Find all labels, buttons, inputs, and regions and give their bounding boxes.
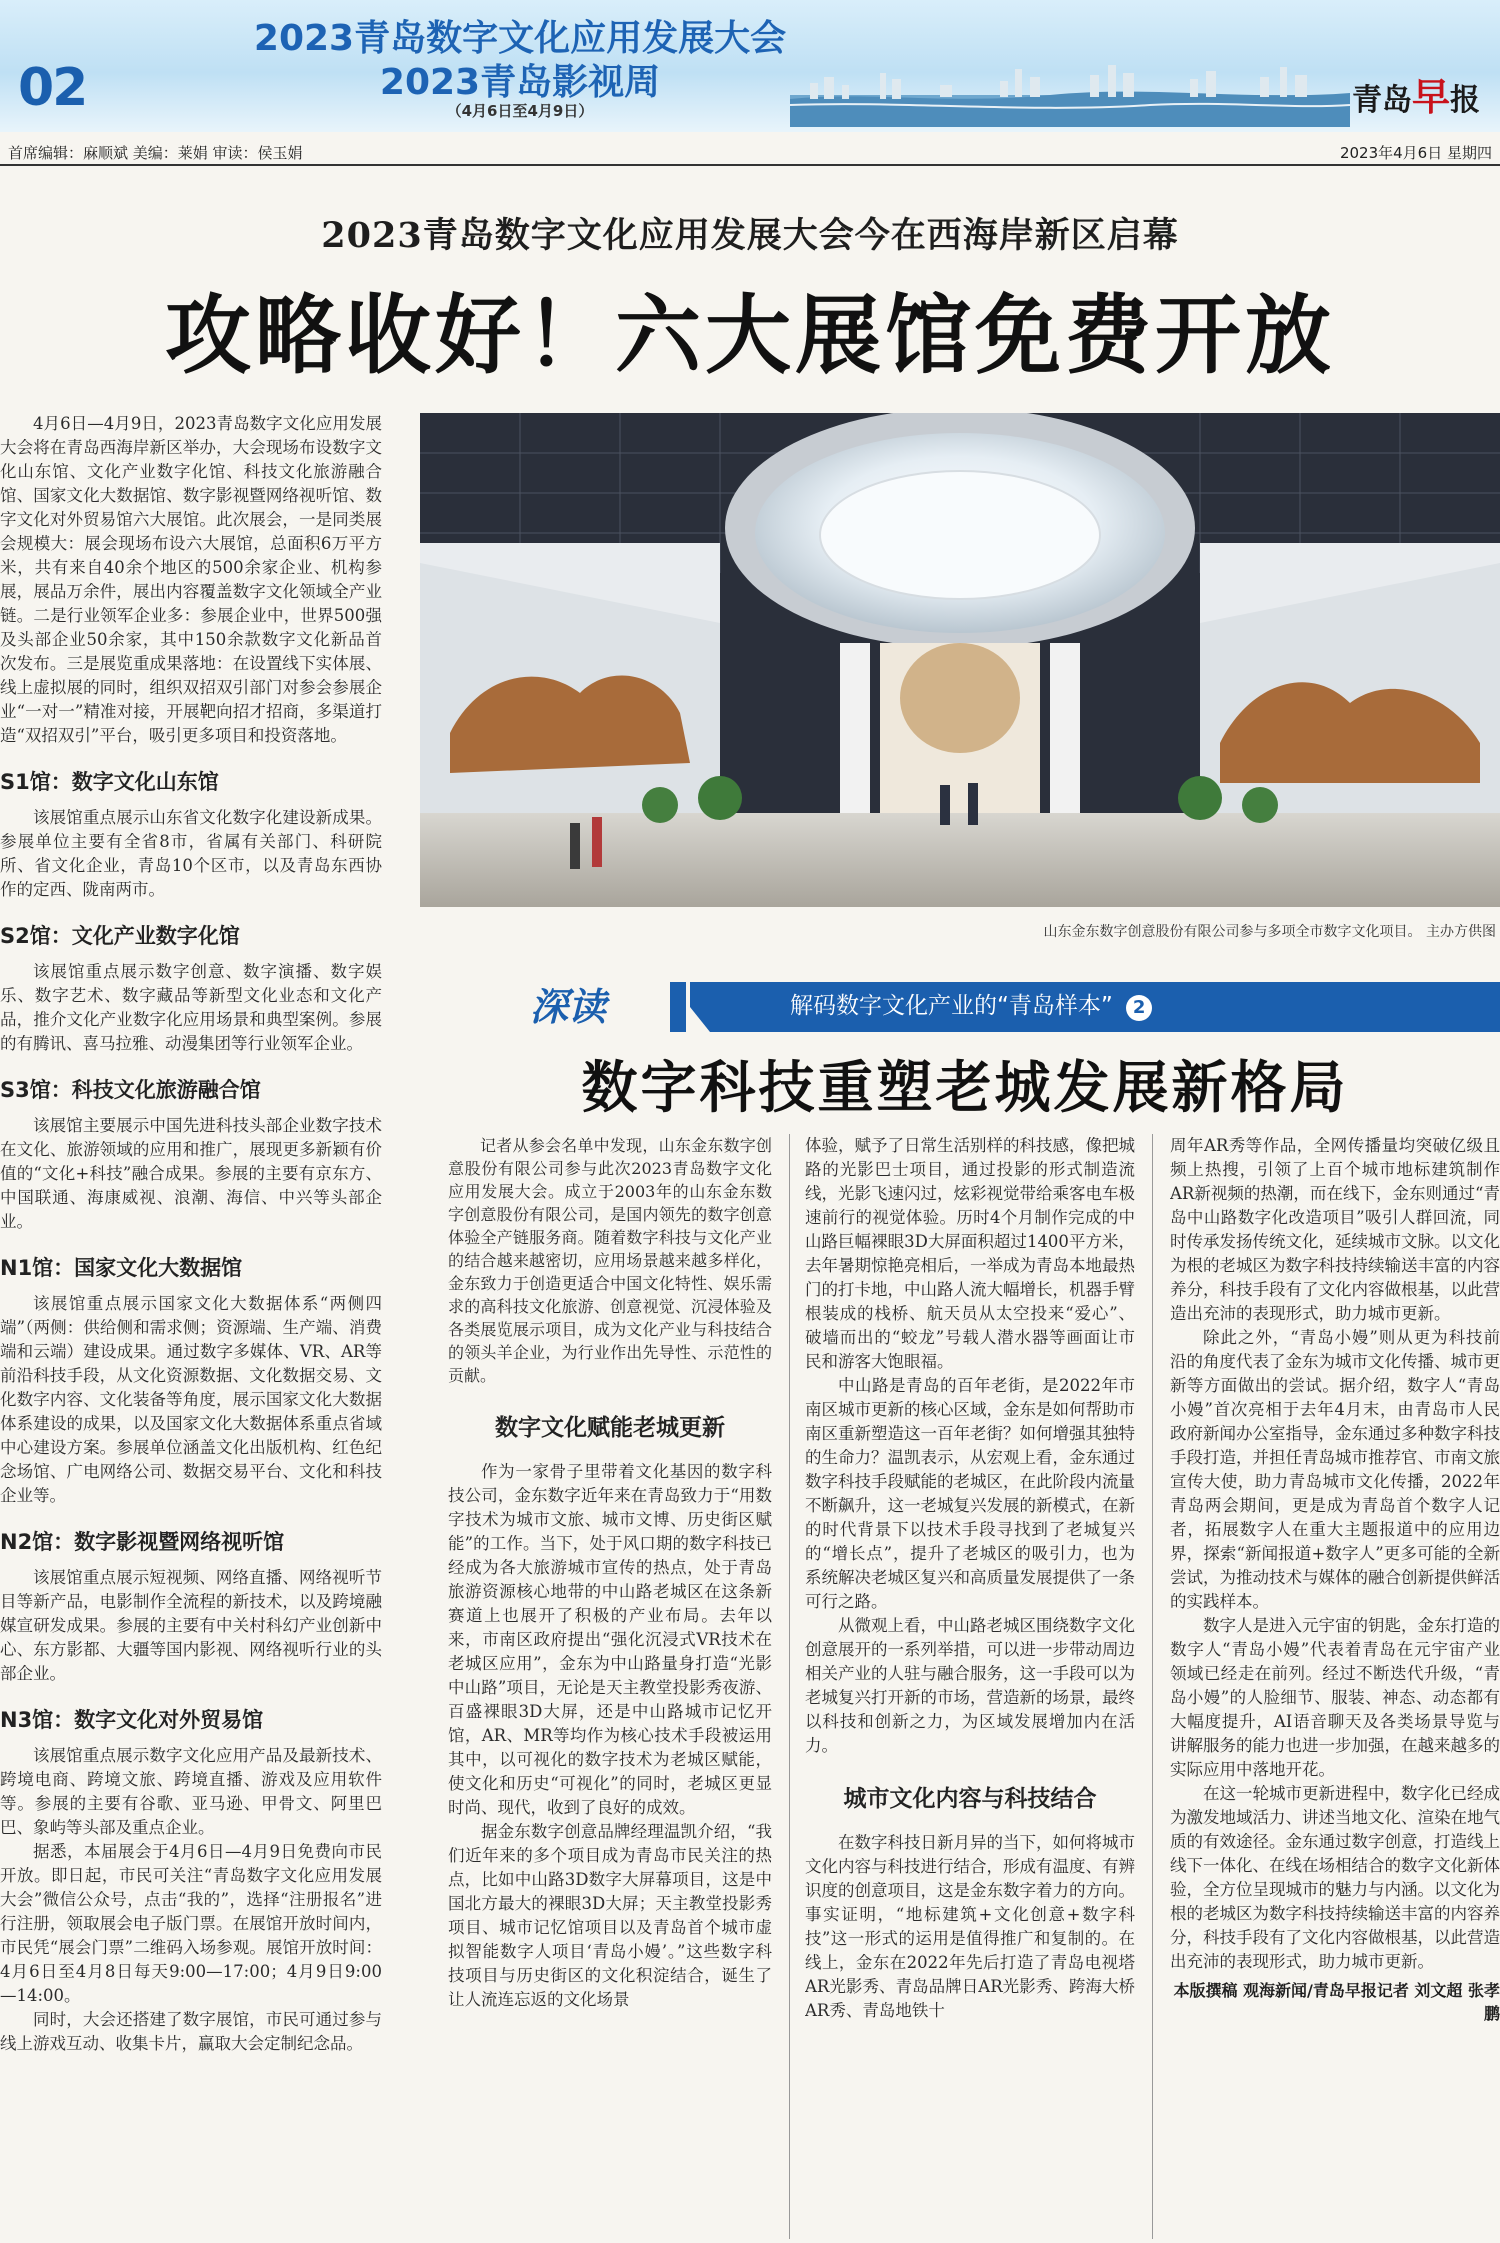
hall-title: N1馆：国家文化大数据馆 [0,1256,243,1280]
article-column-3 [1170,1134,1500,2239]
article-paragraph: 周年AR秀等作品，全网传播量均突破亿级且频上热搜，引领了上百个城市地标建筑制作AR新视频的热潮，而在线下，金东则通过“青岛中山路数字化改造项目”吸引人群回流，同时传承发扬传统文化，延续城市文脉。以文化为根的老城区为数字科技持续输送丰富的内容养分，科技手段有了文化内容做根基，以此营造出充沛的表现形式，助力城市更新。 [1170,1136,1500,1323]
hall-title: S3馆：科技文化旅游融合馆 [0,1078,261,1102]
hall-title: N3馆：数字文化对外贸易馆 [0,1708,264,1732]
page-number: 02 [18,58,87,118]
series-number-badge: 2 [1126,995,1152,1021]
hall-text: 该展馆重点展示数字文化应用产品及最新技术、跨境电商、跨境文旅、跨境直播、游戏及应用软件等。参展的主要有谷歌、亚马逊、甲骨文、阿里巴巴、象屿等头部及重点企业。 [0,1746,382,1837]
editors-line: 首席编辑：麻顺斌 美编：莱娟 审读：侯玉娟 [8,144,303,162]
article-paragraph: 数字人是进入元宇宙的钥匙，金东打造的数字人“青岛小嫚”代表着青岛在元宇宙产业领域已经走在前列。经过不断迭代升级，“青岛小嫚”的人脸细节、服装、神态、动态都有大幅度提升，AI语音聊天及各类场景导览与讲解服务的能力也进一步加强，在越来越多的实际应用中落地开花。 [1170,1616,1500,1779]
article-paragraph: 在数字科技日新月异的当下，如何将城市文化内容与科技进行结合，形成有温度、有辨识度的创意项目，这是金东数字着力的方向。事实证明，“地标建筑+文化创意+数字科技”这一形式的运用是值得推广和复制的。在线上，金东在2022年先后打造了青岛电视塔AR光影秀、青岛品牌日AR光影秀、跨海大桥AR秀、青岛地铁十 [805,1833,1135,2020]
intro-paragraph: 4月6日—4月9日，2023青岛数字文化应用发展大会将在青岛西海岸新区举办，大会现场布设数字文化山东馆、文化产业数字化馆、科技文化旅游融合馆、国家文化大数据馆、数字影视暨网络视听馆、数字文化对外贸易馆六大展馆。此次展会，一是同类展会规模大：展会现场布设六大展馆，总面积6万平方米，共有来自40余个地区的500余家企业、机构参展，展品万余件，展出内容覆盖数字文化领域全产业链。二是行业领军企业多：参展企业中，世界500强及头部企业50余家，其中150余款数字文化新品首次发布。三是展览重成果落地：在设置线下实体展、线上虚拟展的同时，组织双招双引部门对参会参展企业“一对一”精准对接，开展靶向招才招商，多渠道打造“双招双引”平台，吸引更多项目和投资落地。 [0,414,382,745]
byline: 本版撰稿 观海新闻/青岛早报记者 刘文超 张孝鹏 [1173,1981,1500,2023]
closing-paragraph: 据悉，本届展会于4月6日—4月9日免费向市民开放。即日起，市民可关注“青岛数字文化应用发展大会”微信公众号，点击“我的”，选择“注册报名”进行注册，领取展会电子版门票。在展馆开放时间内，市民凭“展会门票”二维码入场参观。展馆开放时间：4月6日至4月8日每天9:00—17:00；4月9日9:00—14:00。 [0,1842,382,2005]
banner-dates: （4月6日至4月9日） [446,102,594,120]
article-paragraph: 在这一轮城市更新进程中，数字化已经成为激发地域活力、讲述当地文化、渲染在地气质的有效途径。金东通过数字创意，打造线上线下一体化、在线在场相结合的数字文化新体验，全方位呈现城市的魅力与内涵。以文化为根的老城区为数字科技持续输送丰富的内容养分，科技手段有了文化内容做根基，以此营造出充沛的表现形式，助力城市更新。 [1170,1784,1500,1971]
article-paragraph: 据金东数字创意品牌经理温凯介绍，“我们近年来的多个项目成为青岛市民关注的热点，比如中山路3D数字大屏幕项目，这是中国北方最大的裸眼3D大屏；天主教堂投影秀项目、城市记忆馆项目以及青岛首个城市虚拟智能数字人项目‘青岛小嫚’。”这些数字科技项目与历史街区的文化积淀结合，诞生了让人流连忘返的文化场景 [448,1822,772,2009]
article-subhead: 数字文化赋能老城更新 [495,1415,725,1441]
article-column-2 [805,1134,1135,2239]
photo-caption: 山东金东数字创意股份有限公司参与多项全市数字文化项目。 主办方供图 [1043,924,1496,940]
closing-paragraph: 同时，大会还搭建了数字展馆，市民可通过参与线上游戏互动、收集卡片，赢取大会定制纪念品。 [0,2010,382,2053]
column-divider [789,1134,790,2239]
logo-text-2: 早 [1412,75,1451,119]
hall-title: N2馆：数字影视暨网络视听馆 [0,1530,285,1554]
banner-line-2: 2023青岛影视周 [379,62,661,103]
newspaper-logo [1352,66,1480,121]
deep-read-series [790,987,1152,1021]
lead-paragraph: 记者从参会名单中发现，山东金东数字创意股份有限公司参与此次2023青岛数字文化应用发展大会。成立于2003年的山东金东数字创意股份有限公司，是国内领先的数字创意体验全产链服务商。随着数字科技与文化产业的结合越来越密切，应用场景越来越多样化，金东致力于创造更适合中国文化特性、娱乐需求的高科技文化旅游、创意视觉、沉浸体验及各类展览展示项目，成为文化产业与科技结合的领头羊企业，为行业作出先导性、示范性的贡献。 [448,1136,772,1385]
hall-text: 该展馆重点展示国家文化大数据体系“两侧四端”（两侧：供给侧和需求侧；资源端、生产端、消费端和云端）建设成果。通过数字多媒体、VR、AR等前沿科技手段，从文化资源数据、文化数据交易、文化数字内容、文化装备等角度，展示国家文化大数据体系建设的成果，以及国家文化大数据体系重点省域中心建设方案。参展单位涵盖文化出版机构、红色纪念场馆、广电网络公司、数据交易平台、文化和科技企业等。 [0,1294,382,1505]
article-paragraph: 作为一家骨子里带着文化基因的数字科技公司，金东数字近年来在青岛致力于“用数字技术为城市文旅、城市文博、历史街区赋能”的工作。当下，处于风口期的数字科技已经成为各大旅游城市宣传的热点，处于青岛旅游资源核心地带的中山路老城区在这条新赛道上也展开了积极的产业布局。去年以来，市南区政府提出“强化沉浸式VR技术在老城区应用”，金东为中山路量身打造“光影中山路”项目，无论是天主教堂投影秀夜游、百盛裸眼3D大屏，还是中山路城市记忆开馆，AR、MR等均作为核心技术手段被运用其中，以可视化的数字技术为老城区赋能，使文化和历史“可视化”的同时，老城区更显时尚、现代，收到了良好的成效。 [448,1462,772,1817]
hall-text: 该展馆重点展示数字创意、数字演播、数字娱乐、数字艺术、数字藏品等新型文化业态和文化产品，推介文化产业数字化应用场景和典型案例。参展的有腾讯、喜马拉雅、动漫集团等行业领军企业。 [0,962,382,1053]
publication-date: 2023年4月6日 星期四 [1339,144,1492,162]
hall-text: 该展馆重点展示短视频、网络直播、网络视听节目等新产品，电影制作全流程的新技术，以及跨境融媒宣研发成果。参展的主要有中关村科幻产业创新中心、东方影都、大疆等国内影视、网络视听行业的头部企业。 [0,1568,382,1683]
halls-article [0,412,382,2242]
series-title: 解码数字文化产业的“青岛样本” [790,993,1113,1019]
exhibition-hall-photo [420,413,1500,907]
article-headline: 数字科技重塑老城发展新格局 [581,1055,1349,1121]
article-paragraph: 从微观上看，中山路老城区围绕数字文化创意展开的一系列举措，可以进一步带动周边相关产业的人驻与融合服务，这一手段可以为老城复兴打开新的市场，营造新的场景，最终以科技和创新之力，为区域发展增加内在活力。 [805,1616,1135,1755]
hall-title: S2馆：文化产业数字化馆 [0,924,240,948]
article-subhead: 城市文化内容与科技结合 [843,1786,1097,1812]
banner-line-1: 2023青岛数字文化应用发展大会 [253,18,787,59]
header-rule [0,164,1500,166]
article-column-1 [448,1134,772,2239]
deep-read-tag: 深读 [530,985,607,1029]
article-paragraph: 体验，赋予了日常生活别样的科技感，像把城路的光影巴士项目，通过投影的形式制造流线，光影飞速闪过，炫彩视觉带给乘客电车极速前行的视觉体验。历时4个月制作完成的中山路巨幅裸眼3D大屏面积超过1400平方米，去年暑期惊艳亮相后，一举成为青岛本地最热门的打卡地，中山路人流大幅增长，机器手臂根装成的栈桥、航天员从太空投来“爱心”、破墙而出的“蛟龙”号载人潜水器等画面让市民和游客大饱眼福。 [805,1136,1135,1371]
kicker-headline: 2023青岛数字文化应用发展大会今在西海岸新区启幕 [321,215,1179,256]
article-paragraph: 中山路是青岛的百年老街，是2022年市南区城市更新的核心区域，金东是如何帮助市南区重新塑造这一百年老街？如何增强其独特的生命力？温凯表示，从宏观上看，金东通过数字科技手段赋能的老城区，在此阶段内流量不断飙升，这一老城复兴发展的新模式，在新的时代背景下以技术手段寻找到了老城复兴的“增长点”，提升了老城区的吸引力，也为系统解决老城区复兴和高质量发展提供了一条可行之路。 [805,1376,1135,1611]
hall-title: S1馆：数字文化山东馆 [0,770,219,794]
hall-text: 该展馆重点展示山东省文化数字化建设新成果。参展单位主要有全省8市，省属有关部门、科研院所、省文化企业，青岛10个区市，以及青岛东西协作的定西、陇南两市。 [0,808,382,899]
main-headline: 攻略收好！六大展馆免费开放 [165,285,1335,386]
logo-text-3: 报 [1450,83,1481,118]
hall-text: 该展馆主要展示中国先进科技头部企业数字技术在文化、旅游领域的应用和推广，展现更多新颖有价值的“文化+科技”融合成果。参展的主要有京东方、中国联通、海康威视、浪潮、海信、中兴等头部企业。 [0,1116,382,1231]
article-paragraph: 除此之外，“青岛小嫚”则从更为科技前沿的角度代表了金东为城市文化传播、城市更新等方面做出的尝试。据介绍，数字人“青岛小嫚”首次亮相于去年4月末，由青岛市人民政府新闻办公室指导，金东通过多种数字科技手段打造，并担任青岛城市推荐官、市南文旅宣传大使，助力青岛城市文化传播，2022年青岛两会期间，更是成为青岛首个数字人记者，拓展数字人在重大主题报道中的应用边界，探索“新闻报道+数字人”更多可能的全新尝试，为推动技术与媒体的融合创新提供鲜活的实践样本。 [1170,1328,1500,1611]
column-divider [1152,1134,1153,2239]
logo-text-1: 青岛 [1352,83,1412,118]
